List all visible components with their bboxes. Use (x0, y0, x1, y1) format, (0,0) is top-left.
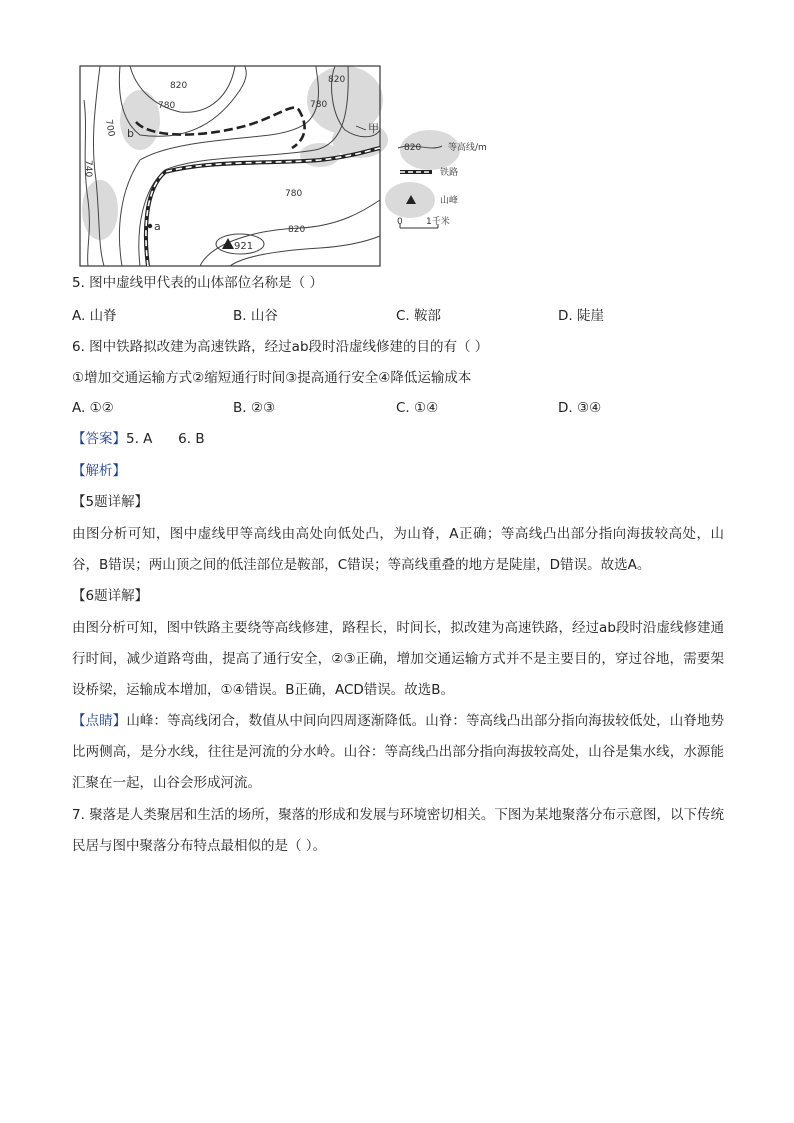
analysis-tag: 【解析】 (72, 463, 126, 479)
question-7-block (72, 800, 724, 862)
answer-tag: 【答案】 (72, 431, 126, 447)
contour-line (84, 100, 89, 266)
jia-label: 甲 (368, 122, 379, 135)
q6-option-d: D. ③④ (558, 400, 602, 416)
question-7-stem: 7. 聚落是人类聚居和生活的场所，聚落的形成和发展与环境密切相关。下图为某地聚落分布示意图，以下传统民居与图中聚落分布特点最相似的是（ ）。 (72, 807, 724, 854)
legend-contour-text: 等高线/m (448, 143, 487, 153)
terrain-shading (82, 66, 460, 240)
legend-scale-zero: 0 (397, 217, 403, 227)
legend-rail-text: 铁路 (440, 168, 459, 178)
legend-contour-value: 820 (404, 143, 422, 153)
tip-tag: 【点睛】 (72, 713, 127, 729)
contour-label: 700 (103, 118, 116, 138)
topographic-map (70, 60, 510, 272)
question-6-stem: 6. 图中铁路拟改建为高速铁路，经过ab段时沿虚线修建的目的有（ ） (72, 339, 489, 355)
railway (146, 148, 380, 266)
peak-elevation: 921 (234, 241, 254, 252)
q5-option-d: D. 陡崖 (558, 308, 604, 324)
q6-option-c: C. ①④ (396, 400, 439, 416)
question-5-stem: 5. 图中虚线甲代表的山体部位名称是（ ） (72, 275, 323, 291)
legend-peak-text: 山峰 (440, 196, 459, 206)
q5-option-b: B. 山谷 (233, 308, 278, 324)
dashed-line-jia (136, 108, 305, 148)
detail-6-text-block (72, 613, 724, 706)
detail-6-text: 由图分析可知，图中铁路主要绕等高线修建，路程长，时间长，拟改建为高速铁路，经过ab段时沿虚线修建通行时间，减少道路弯曲，提高了通行安全，②③正确，增加交通运输方式并不是主要目的，穿过谷地，需要架设桥梁，运输成本增加，①④错误。B正确，ACD错误。故选B。 (72, 620, 724, 698)
tip-text: 山峰：等高线闭合，数值从中间向四周逐渐降低。山脊：等高线凸出部分指向海拔较低处，山脊地势比两侧高，是分水线，往往是河流的分水岭。山谷：等高线凸出部分指向海拔较高处，山谷是集水线，水源能汇聚在一起，山谷会形成河流。 (72, 713, 725, 791)
contour-label: 740 (83, 160, 93, 178)
q6-option-b: B. ②③ (233, 400, 276, 416)
q5-option-c: C. 鞍部 (396, 308, 442, 324)
point-a-marker (148, 224, 152, 228)
contour-label: 780 (310, 100, 328, 110)
answer-line (72, 429, 205, 449)
q5-option-a: A. 山脊 (72, 308, 117, 324)
legend-scale-text: 1千米 (426, 217, 450, 227)
answer-text: 5. A 6. B (126, 431, 205, 447)
question-6-items: ①增加交通运输方式②缩短通行时间③提高通行安全④降低运输成本 (72, 370, 472, 386)
contour-label: 780 (285, 189, 303, 199)
detail-5-tag: 【5题详解】 (72, 494, 149, 510)
tip-block (72, 706, 724, 799)
contour-label: 820 (288, 225, 306, 235)
q6-option-a: A. ①② (72, 400, 114, 416)
point-b-label: b (127, 127, 134, 140)
detail-5-text: 由图分析可知，图中虚线甲等高线由高处向低处凸，为山脊，A正确；等高线凸出部分指向海拔较高处，山谷，B错误；两山顶之间的低洼部位是鞍部，C错误；等高线重叠的地方是陡崖，D错误。故选A。 (72, 526, 724, 573)
contour-label: 820 (328, 75, 346, 85)
detail-5-text-block (72, 519, 724, 581)
point-a-label: a (154, 220, 161, 233)
topographic-map-figure (70, 60, 510, 272)
contour-label: 820 (170, 81, 188, 91)
peak-icon (222, 238, 234, 249)
contour-label: 780 (158, 101, 176, 111)
detail-6-tag: 【6题详解】 (72, 588, 149, 604)
